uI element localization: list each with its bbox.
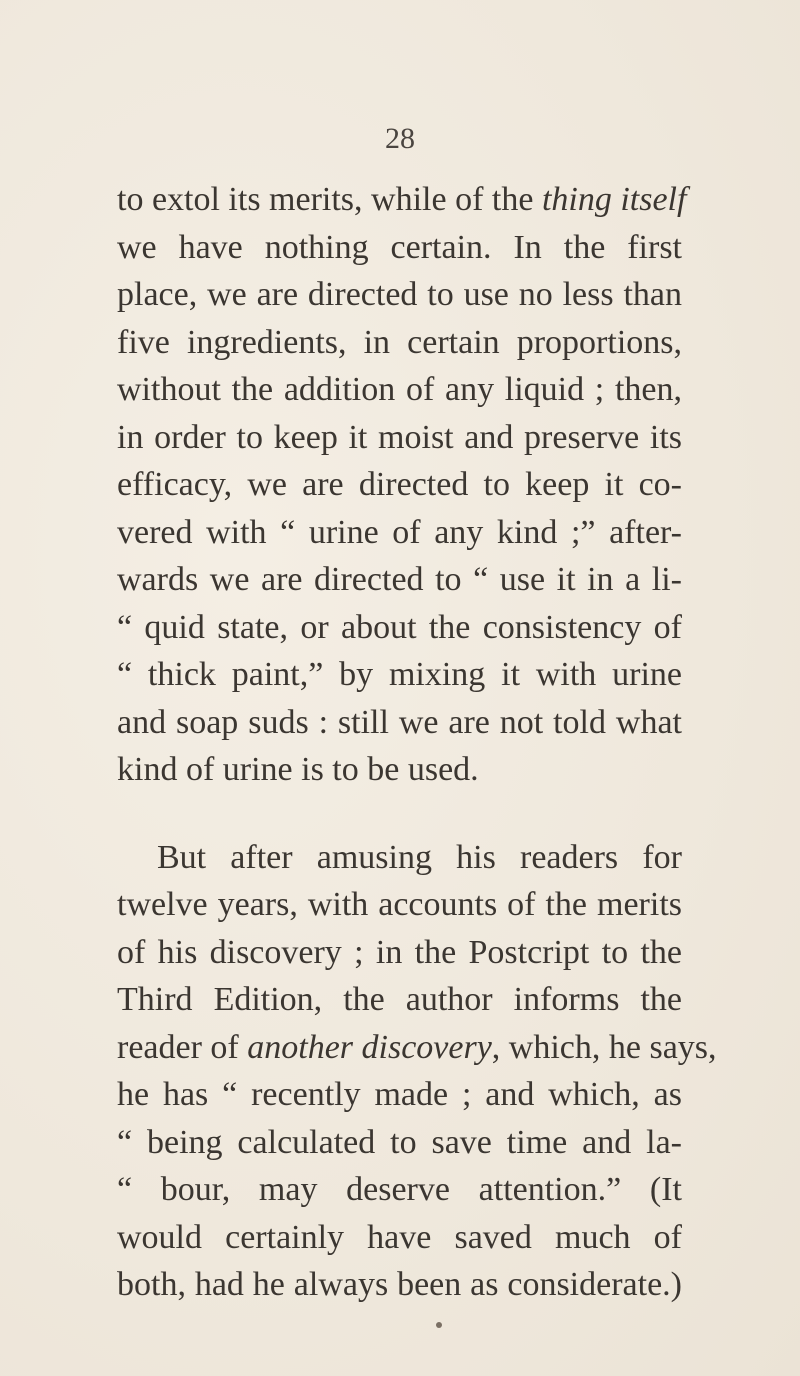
line-italic-text: another discovery — [247, 1029, 492, 1066]
text-line — [117, 980, 682, 1020]
line-text: kind of urine is to be used. — [117, 751, 479, 788]
text-line — [117, 1123, 682, 1163]
line-text: twelve years, with accounts of the merits — [117, 886, 682, 923]
line-text: , which, he says, — [491, 1029, 717, 1066]
line-text: reader of — [117, 1029, 248, 1066]
text-line — [117, 1218, 682, 1258]
line-text: of his discovery ; in the Postcript to the — [117, 934, 682, 971]
text-line — [157, 838, 682, 878]
ink-speck — [436, 1322, 442, 1328]
line-text: Third Edition, the author informs the — [117, 981, 682, 1018]
line-text: five ingredients, in certain proportions, — [117, 324, 682, 361]
line-text: would certainly have saved much of — [117, 1219, 682, 1256]
line-text: “ bour, may deserve attention.” (It — [117, 1171, 682, 1208]
line-text: in order to keep it moist and preserve its — [117, 419, 682, 456]
text-line — [117, 513, 682, 553]
text-line — [117, 180, 687, 220]
line-text: “ thick paint,” by mixing it with urine — [117, 656, 682, 693]
text-line — [117, 750, 682, 790]
text-line — [117, 323, 682, 363]
line-italic-text: thing itself — [541, 181, 687, 218]
text-line — [117, 275, 682, 315]
text-line — [117, 885, 682, 925]
text-line — [117, 1265, 682, 1305]
text-line — [117, 560, 682, 600]
line-text: But after amusing his readers for — [157, 839, 682, 876]
line-text: he has “ recently made ; and which, as — [117, 1076, 682, 1113]
text-line — [117, 418, 682, 458]
text-line — [117, 1028, 717, 1068]
text-line — [117, 1170, 682, 1210]
line-text: vered with “ urine of any kind ;” after- — [117, 514, 682, 551]
line-text: place, we are directed to use no less than — [117, 276, 682, 313]
text-line — [117, 465, 682, 505]
line-text: efficacy, we are directed to keep it co- — [117, 466, 682, 503]
text-line — [117, 608, 682, 648]
line-text: wards we are directed to “ use it in a li- — [117, 561, 682, 598]
text-line — [117, 655, 682, 695]
page-number: 28 — [385, 122, 415, 155]
text-line — [117, 228, 682, 268]
line-text: both, had he always been as considerate.) — [117, 1266, 682, 1303]
text-line — [117, 370, 682, 410]
text-line — [117, 703, 682, 743]
line-text: without the addition of any liquid ; then, — [117, 371, 682, 408]
line-text: “ quid state, or about the consistency of — [117, 609, 682, 646]
line-text: and soap suds : still we are not told what — [117, 704, 682, 741]
line-text: we have nothing certain. In the first — [117, 229, 682, 266]
text-line — [117, 1075, 682, 1115]
text-line — [117, 933, 682, 973]
line-text: to extol its merits, while of the — [117, 181, 542, 218]
line-text: “ being calculated to save time and la- — [117, 1124, 682, 1161]
